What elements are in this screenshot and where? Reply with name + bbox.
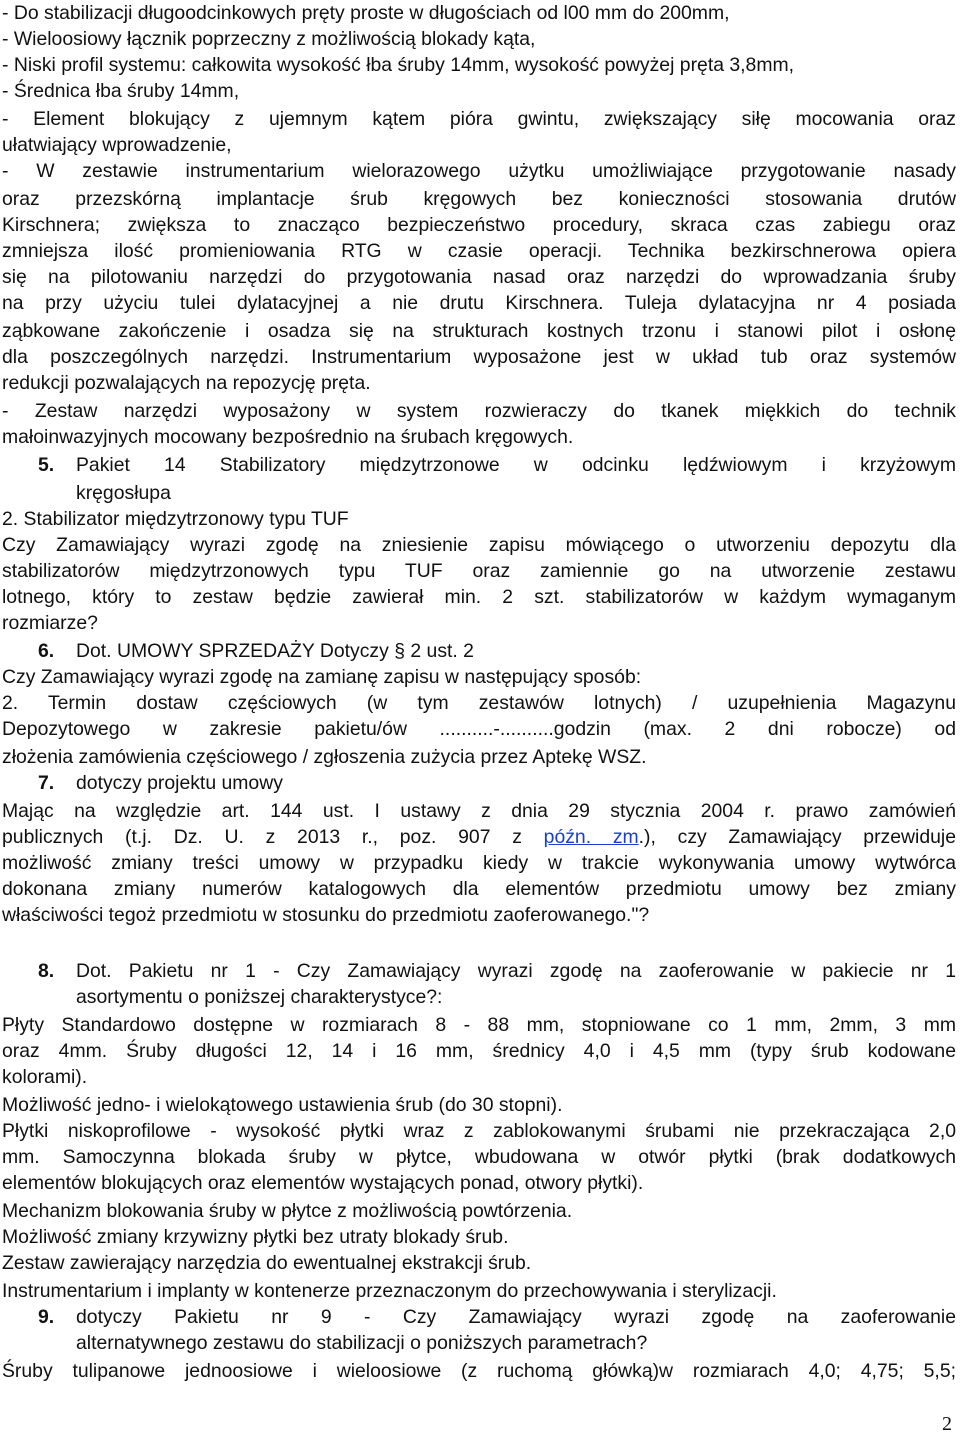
item-number: 8. bbox=[38, 960, 55, 982]
item-text: dotyczy projektu umowy bbox=[76, 772, 283, 794]
text-line: Śruby tulipanowe jednoosiowe i wieloosiowe (z ruchomą główką)w rozmiarach 4,0; 4,75; 5,5; bbox=[2, 1360, 956, 1382]
text-line: - Średnica łba śruby 14mm, bbox=[2, 80, 240, 102]
text-line: elementów blokujących oraz elementów wystających ponad, otwory płytki). bbox=[2, 1172, 644, 1194]
item-text: Dot. UMOWY SPRZEDAŻY Dotyczy § 2 ust. 2 bbox=[76, 640, 474, 662]
item-text: dotyczy Pakietu nr 9 - Czy Zamawiający wyrazi zgodę na zaoferowanie bbox=[76, 1306, 956, 1328]
text-line: oraz przezskórną implantacje śrub kręgowych bez konieczności stosowania drutów bbox=[2, 188, 956, 210]
text-line: możliwość zmiany treści umowy w przypadku kiedy w trakcie wykonywania umowy wytwórca bbox=[2, 852, 956, 874]
text-line: - Wieloosiowy łącznik poprzeczny z możliwością blokady kąta, bbox=[2, 28, 536, 50]
text-line: - Element blokujący z ujemnym kątem pióra gwintu, zwiększający siłę mocowania oraz bbox=[2, 108, 956, 130]
text-line: na przy użyciu tulei dylatacyjnej a nie drutu Kirschnera. Tuleja dylatacyjna nr 4 posiada bbox=[2, 292, 956, 314]
text-line: Możliwość zmiany krzywizny płytki bez utraty blokady śrub. bbox=[2, 1226, 509, 1248]
text-line: dla poszczególnych narzędzi. Instrumentarium wyposażone jest w układ tub oraz systemów bbox=[2, 346, 956, 368]
text-line: redukcji pozwalających na repozycję pręta. bbox=[2, 372, 371, 394]
text-line: Czy Zamawiający wyrazi zgodę na zamianę zapisu w następujący sposób: bbox=[2, 666, 642, 688]
text-line: rozmiarze? bbox=[2, 612, 98, 634]
text-line: złożenia zamówienia częściowego / zgłoszenia zużycia przez Aptekę WSZ. bbox=[2, 746, 647, 768]
item-number: 6. bbox=[38, 640, 55, 662]
text-span: .), czy Zamawiający przewiduje bbox=[638, 826, 956, 848]
text-line: - Niski profil systemu: całkowita wysokość łba śruby 14mm, wysokość powyżej pręta 3,8mm, bbox=[2, 54, 795, 76]
text-line: - Do stabilizacji długoodcinkowych pręty proste w długościach od l00 mm do 200mm, bbox=[2, 2, 730, 24]
text-line: zmniejsza ilość promieniowania RTG w czasie operacji. Technika bezkirschnerowa opiera bbox=[2, 240, 956, 262]
text-line: dokonana zmiany numerów katalogowych dla elementów przedmiotu umowy bez zmiany bbox=[2, 878, 956, 900]
text-line: ułatwiający wprowadzenie, bbox=[2, 134, 232, 156]
text-line: ząbkowane zakończenie i osadza się na strukturach kostnych trzonu i stanowi pilot i osłonę bbox=[2, 320, 956, 342]
section-heading: 2. Stabilizator międzytrzonowy typu TUF bbox=[2, 508, 349, 530]
text-line: małoinwazyjnych mocowany bezpośrednio na śrubach kręgowych. bbox=[2, 426, 574, 448]
text-line: Mając na względzie art. 144 ust. I ustawy z dnia 29 stycznia 2004 r. prawo zamówień bbox=[2, 800, 956, 822]
text-line: się na pilotowaniu narzędzi do przygotowania nasad oraz narzędzi do wprowadzania śruby bbox=[2, 266, 956, 288]
text-line: Kirschnera; zwiększa to znacząco bezpieczeństwo procedury, skraca czas zabiegu oraz bbox=[2, 214, 956, 236]
text-span: publicznych (t.j. Dz. U. z 2013 r., poz. 907 z bbox=[2, 826, 544, 848]
text-line: mm. Samoczynna blokada śruby w płytce, wbudowana w otwór płytki (brak dodatkowych bbox=[2, 1146, 956, 1168]
text-line: Instrumentarium i implanty w kontenerze przeznaczonym do przechowywania i sterylizacji. bbox=[2, 1280, 777, 1302]
text-line: - Zestaw narzędzi wyposażony w system rozwieraczy do tkanek miękkich do technik bbox=[2, 400, 956, 422]
text-line: stabilizatorów międzytrzonowych typu TUF oraz zamiennie go na utworzenie zestawu bbox=[2, 560, 956, 582]
text-line: - W zestawie instrumentarium wielorazowego użytku umożliwiające przygotowanie nasady bbox=[2, 160, 956, 182]
text-line-with-link bbox=[2, 824, 956, 850]
amendments-link[interactable]: późn. zm bbox=[543, 826, 639, 848]
page-number: 2 bbox=[942, 1413, 952, 1435]
text-line: kolorami). bbox=[2, 1066, 88, 1088]
text-line: Możliwość jedno- i wielokątowego ustawienia śrub (do 30 stopni). bbox=[2, 1094, 563, 1116]
text-line: lotnego, który to zestaw będzie zawierał min. 2 szt. stabilizatorów w każdym wymaganym bbox=[2, 586, 956, 608]
item-number: 9. bbox=[38, 1306, 55, 1328]
item-number: 5. bbox=[38, 454, 55, 476]
item-text: Dot. Pakietu nr 1 - Czy Zamawiający wyrazi zgodę na zaoferowanie w pakiecie nr 1 bbox=[76, 960, 956, 982]
item-text: asortymentu o poniższej charakterystyce?: bbox=[76, 986, 443, 1008]
text-line: właściwości tegoż przedmiotu w stosunku do przedmiotu zaoferowanego."? bbox=[2, 904, 650, 926]
text-line: Płyty Standardowo dostępne w rozmiarach 8 - 88 mm, stopniowane co 1 mm, 2mm, 3 mm bbox=[2, 1014, 956, 1036]
item-number: 7. bbox=[38, 772, 55, 794]
text-line: 2. Termin dostaw częściowych (w tym zestawów lotnych) / uzupełnienia Magazynu bbox=[2, 692, 956, 714]
item-text: Pakiet 14 Stabilizatory międzytrzonowe w odcinku lędźwiowym i krzyżowym bbox=[76, 454, 956, 476]
text-line: Mechanizm blokowania śruby w płytce z możliwością powtórzenia. bbox=[2, 1200, 573, 1222]
item-text: alternatywnego zestawu do stabilizacji o poniższych parametrach? bbox=[76, 1332, 648, 1354]
text-line: oraz 4mm. Śruby długości 12, 14 i 16 mm, średnicy 4,0 i 4,5 mm (typy śrub kodowane bbox=[2, 1040, 956, 1062]
text-line: Depozytowego w zakresie pakietu/ów ..........-..........godzin (max. 2 dni robocze) od bbox=[2, 718, 956, 740]
text-line: Czy Zamawiający wyrazi zgodę na zniesienie zapisu mówiącego o utworzeniu depozytu dla bbox=[2, 534, 956, 556]
text-line: Zestaw zawierający narzędzia do ewentualnej ekstrakcji śrub. bbox=[2, 1252, 532, 1274]
text-line: kręgosłupa bbox=[76, 482, 171, 504]
text-line: Płytki niskoprofilowe - wysokość płytki wraz z zablokowanymi śrubami nie przekraczająca 2,0 bbox=[2, 1120, 956, 1142]
